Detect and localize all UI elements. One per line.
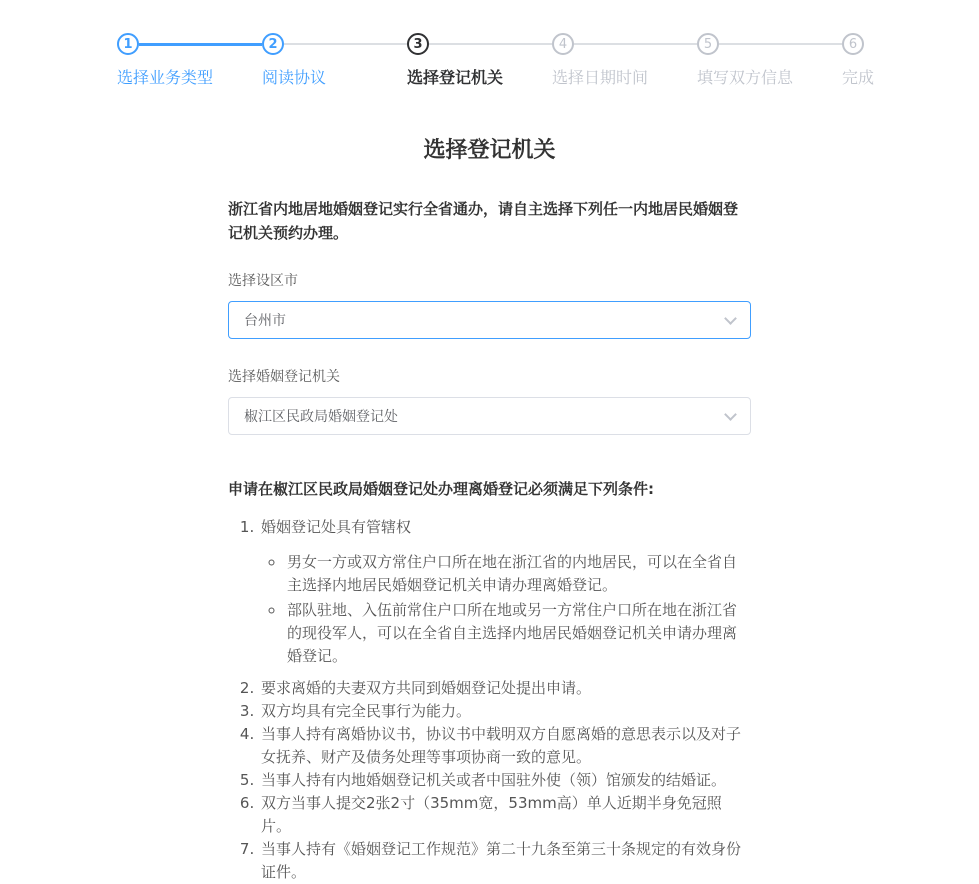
step-2-connector: [284, 43, 407, 45]
step-4-label: 选择日期时间: [552, 68, 649, 87]
step-1-circle: 1: [117, 33, 139, 55]
main-content: [228, 133, 751, 884]
wizard-stepper: [0, 0, 979, 88]
step-5-label: 填写双方信息: [697, 68, 794, 87]
condition-item: 7. 当事人持有《婚姻登记工作规范》第二十九条至第三十条规定的有效身份证件。: [259, 838, 751, 884]
conditions-list: [228, 516, 751, 884]
city-select-label: 选择设区市: [228, 273, 298, 289]
chevron-down-icon: [724, 408, 737, 421]
step-6-label: 完成: [842, 68, 875, 87]
step-5-connector: [719, 43, 842, 45]
step-5-fill-info: [697, 32, 842, 88]
step-2-label: 阅读协议: [262, 68, 327, 87]
step-3-select-registry: [407, 32, 552, 88]
conditions-heading: 申请在椒江区民政局婚姻登记处办理离婚登记必须满足下列条件:: [228, 480, 655, 498]
step-4-select-datetime: [552, 32, 697, 88]
condition-item: 2. 要求离婚的夫妻双方共同到婚姻登记处提出申请。: [259, 677, 751, 700]
chevron-down-icon: [724, 312, 737, 325]
condition-item: 6. 双方当事人提交2张2寸（35mm宽，53mm高）单人近期半身免冠照片。: [259, 792, 751, 838]
step-1-label: 选择业务类型: [117, 68, 214, 87]
condition-item: 5. 当事人持有内地婚姻登记机关或者中国驻外使（领）馆颁发的结婚证。: [259, 769, 751, 792]
step-2-read-agreement: [262, 32, 407, 88]
condition-subitem: ◦ 部队驻地、入伍前常住户口所在地或另一方常住户口所在地在浙江省的现役军人，可以在全省自主选择内地居民婚姻登记机关申请办理离婚登记。: [285, 599, 751, 668]
city-select-value: 台州市: [244, 313, 286, 329]
condition-item: [259, 516, 751, 668]
step-3-circle: 3: [407, 33, 429, 55]
step-6-circle: 6: [842, 33, 864, 55]
condition-subitem: ◦ 男女一方或双方常住户口所在地在浙江省的内地居民，可以在全省自主选择内地居民婚姻登记机关申请办理离婚登记。: [285, 551, 751, 597]
step-1-connector: [139, 43, 262, 46]
intro-text: 浙江省内地居地婚姻登记实行全省通办，请自主选择下列任一内地居民婚姻登记机关预约办理。: [228, 200, 739, 242]
office-select[interactable]: [228, 397, 751, 435]
step-3-connector: [429, 43, 552, 45]
step-1-business-type: [117, 32, 262, 88]
condition-item: 4. 当事人持有离婚协议书，协议书中载明双方自愿离婚的意思表示以及对子女抚养、财产及债务处理等事项协商一致的意见。: [259, 723, 751, 769]
condition-item-text: 婚姻登记处具有管辖权: [261, 518, 412, 536]
office-select-value: 椒江区民政局婚姻登记处: [244, 409, 398, 425]
office-select-label: 选择婚姻登记机关: [228, 369, 340, 385]
page-title: 选择登记机关: [423, 138, 556, 163]
step-6-complete: [842, 32, 874, 88]
office-form-item: [228, 366, 751, 435]
step-3-label: 选择登记机关: [407, 68, 504, 87]
condition-item: 3. 双方均具有完全民事行为能力。: [259, 700, 751, 723]
city-select[interactable]: [228, 301, 751, 339]
condition-sublist: [261, 551, 751, 668]
step-2-circle: 2: [262, 33, 284, 55]
city-form-item: [228, 270, 751, 339]
step-4-circle: 4: [552, 33, 574, 55]
step-5-circle: 5: [697, 33, 719, 55]
step-4-connector: [574, 43, 697, 45]
